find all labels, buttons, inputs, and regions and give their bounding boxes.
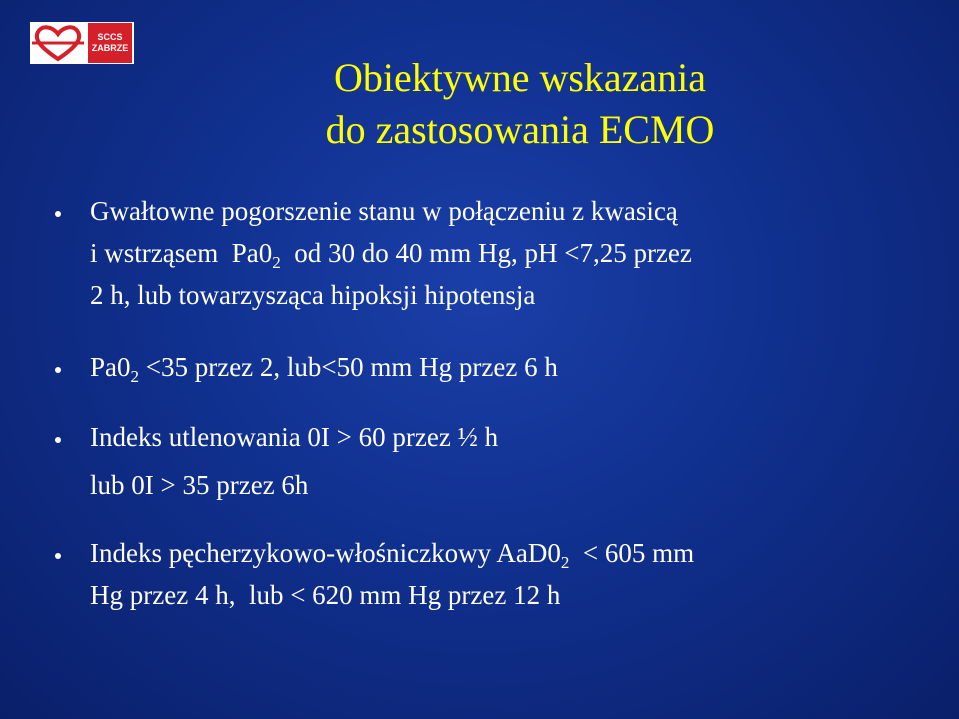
bullet-4-line-1-a: Indeks pęcherzykowo-włośniczkowy AaD0 — [90, 538, 561, 568]
bullet-dot-icon — [55, 211, 61, 217]
sccs-logo — [30, 22, 134, 64]
bullet-3-line-1: Indeks utlenowania 0I > 60 przez ½ h — [90, 422, 499, 452]
bullet-1-line-3: 2 h, lub towarzysząca hipoksji hipotensja — [90, 280, 536, 310]
bullet-3-line-2: lub 0I > 35 przez 6h — [90, 470, 309, 500]
subscript-2: 2 — [272, 253, 281, 272]
subscript-2: 2 — [560, 553, 570, 572]
bullet-4-line-1 — [90, 535, 694, 571]
bullet-dot-icon — [55, 367, 61, 373]
logo-line1: SCCS — [97, 32, 123, 42]
subscript-2: 2 — [130, 367, 139, 386]
heart-icon — [30, 23, 86, 63]
bullet-1-line-2-b: od 30 do 40 mm Hg, pH <7,25 przez — [280, 238, 692, 268]
bullet-1-line-2-a: i wstrząsem Pa0 — [90, 238, 273, 268]
title-line1: Obiektywne wskazania — [333, 55, 707, 100]
bullet-4-line-1-b: < 605 mm — [569, 538, 695, 568]
logo-text — [88, 23, 132, 63]
bullet-dot-icon — [55, 437, 61, 443]
bullet-2-line-1-a: Pa0 — [90, 352, 131, 382]
slide-title — [200, 52, 840, 156]
bullet-1-line-1: Gwałtowne pogorszenie stanu w połączeniu z kwasicą — [90, 196, 678, 226]
bullet-4-line-2: Hg przez 4 h, lub < 620 mm Hg przez 12 h — [90, 580, 561, 610]
bullet-2-line-1 — [90, 349, 558, 385]
bullet-dot-icon — [55, 553, 61, 559]
logo-line2: ZABRZE — [91, 43, 129, 53]
title-line2: do zastosowania ECMO — [325, 107, 715, 152]
bullet-2-line-1-b: <35 przez 2, lub<50 mm Hg przez 6 h — [139, 352, 558, 382]
bullet-1-line-2 — [90, 235, 692, 271]
